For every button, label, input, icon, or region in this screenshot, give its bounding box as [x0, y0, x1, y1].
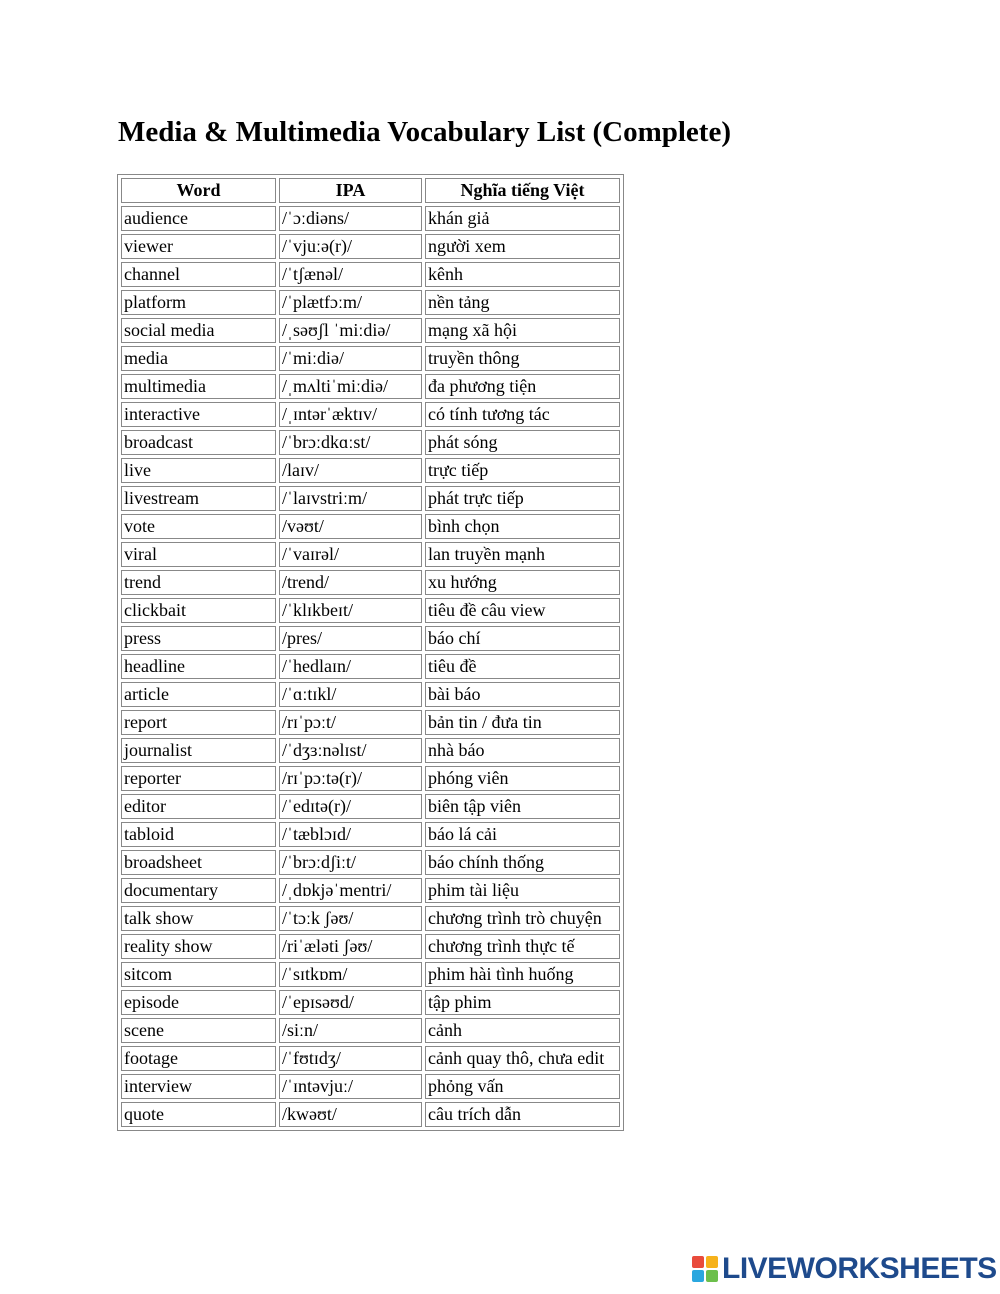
meaning-cell: cảnh quay thô, chưa edit [425, 1046, 620, 1071]
word-cell: viewer [121, 234, 276, 259]
meaning-cell: xu hướng [425, 570, 620, 595]
ipa-cell: /ˈfʊtɪdʒ/ [279, 1046, 422, 1071]
ipa-cell: /trend/ [279, 570, 422, 595]
word-cell: scene [121, 1018, 276, 1043]
ipa-cell: /ˈvjuːə(r)/ [279, 234, 422, 259]
table-row [121, 878, 620, 903]
ipa-cell: /ˈtɔːk ʃəʊ/ [279, 906, 422, 931]
ipa-cell: /ˌɪntərˈæktɪv/ [279, 402, 422, 427]
ipa-cell: /kwəʊt/ [279, 1102, 422, 1127]
meaning-cell: nền tảng [425, 290, 620, 315]
ipa-cell: /ˈmiːdiə/ [279, 346, 422, 371]
logo-tile-yellow [706, 1256, 718, 1268]
word-cell: vote [121, 514, 276, 539]
word-cell: footage [121, 1046, 276, 1071]
table-row [121, 1046, 620, 1071]
word-cell: article [121, 682, 276, 707]
meaning-cell: bài báo [425, 682, 620, 707]
ipa-cell: /laɪv/ [279, 458, 422, 483]
word-cell: platform [121, 290, 276, 315]
table-row [121, 962, 620, 987]
meaning-cell: người xem [425, 234, 620, 259]
word-cell: multimedia [121, 374, 276, 399]
word-cell: channel [121, 262, 276, 287]
table-row [121, 542, 620, 567]
table-row [121, 374, 620, 399]
ipa-cell: /ˈɑːtɪkl/ [279, 682, 422, 707]
table-row [121, 486, 620, 511]
word-cell: tabloid [121, 822, 276, 847]
header-meaning: Nghĩa tiếng Việt [425, 178, 620, 203]
table-row [121, 570, 620, 595]
ipa-cell: /ˈedɪtə(r)/ [279, 794, 422, 819]
ipa-cell: /ˈdʒɜːnəlɪst/ [279, 738, 422, 763]
word-cell: press [121, 626, 276, 651]
table-row [121, 794, 620, 819]
meaning-cell: bình chọn [425, 514, 620, 539]
table-row [121, 850, 620, 875]
meaning-cell: phóng viên [425, 766, 620, 791]
word-cell: reporter [121, 766, 276, 791]
word-cell: broadcast [121, 430, 276, 455]
meaning-cell: tiêu đề câu view [425, 598, 620, 623]
word-cell: livestream [121, 486, 276, 511]
word-cell: headline [121, 654, 276, 679]
meaning-cell: chương trình thực tế [425, 934, 620, 959]
table-row [121, 934, 620, 959]
ipa-cell: /ˌdɒkjəˈmentri/ [279, 878, 422, 903]
vocabulary-table [117, 174, 624, 1131]
table-row [121, 1102, 620, 1127]
liveworksheets-logo [692, 1252, 997, 1286]
table-row [121, 206, 620, 231]
ipa-cell: /vəʊt/ [279, 514, 422, 539]
table-row [121, 682, 620, 707]
table-body [121, 206, 620, 1127]
table-row [121, 262, 620, 287]
meaning-cell: trực tiếp [425, 458, 620, 483]
ipa-cell: /ˈtæblɔɪd/ [279, 822, 422, 847]
table-row [121, 1018, 620, 1043]
word-cell: social media [121, 318, 276, 343]
table-row [121, 290, 620, 315]
table-row [121, 458, 620, 483]
ipa-cell: /ˌsəʊʃl ˈmiːdiə/ [279, 318, 422, 343]
word-cell: sitcom [121, 962, 276, 987]
ipa-cell: /pres/ [279, 626, 422, 651]
table-row [121, 318, 620, 343]
meaning-cell: kênh [425, 262, 620, 287]
ipa-cell: /ˈsɪtkɒm/ [279, 962, 422, 987]
word-cell: reality show [121, 934, 276, 959]
meaning-cell: cảnh [425, 1018, 620, 1043]
meaning-cell: tập phim [425, 990, 620, 1015]
meaning-cell: mạng xã hội [425, 318, 620, 343]
table-row [121, 430, 620, 455]
meaning-cell: truyền thông [425, 346, 620, 371]
table-row [121, 514, 620, 539]
ipa-cell: /ˈbrɔːdkɑːst/ [279, 430, 422, 455]
meaning-cell: báo chí [425, 626, 620, 651]
meaning-cell: câu trích dẫn [425, 1102, 620, 1127]
meaning-cell: đa phương tiện [425, 374, 620, 399]
meaning-cell: khán giả [425, 206, 620, 231]
word-cell: trend [121, 570, 276, 595]
word-cell: broadsheet [121, 850, 276, 875]
ipa-cell: /ˈbrɔːdʃiːt/ [279, 850, 422, 875]
ipa-cell: /ˈklɪkbeɪt/ [279, 598, 422, 623]
word-cell: interactive [121, 402, 276, 427]
page-title: Media & Multimedia Vocabulary List (Complete) [118, 116, 731, 148]
ipa-cell: /ˈɔːdiəns/ [279, 206, 422, 231]
meaning-cell: phát sóng [425, 430, 620, 455]
word-cell: viral [121, 542, 276, 567]
ipa-cell: /ˈplætfɔːm/ [279, 290, 422, 315]
ipa-cell: /rɪˈpɔːt/ [279, 710, 422, 735]
liveworksheets-logo-icon [692, 1256, 718, 1282]
meaning-cell: chương trình trò chuyện [425, 906, 620, 931]
logo-tile-blue [692, 1270, 704, 1282]
ipa-cell: /ˈlaɪvstriːm/ [279, 486, 422, 511]
meaning-cell: tiêu đề [425, 654, 620, 679]
table-row [121, 654, 620, 679]
meaning-cell: phim tài liệu [425, 878, 620, 903]
ipa-cell: /ˈhedlaɪn/ [279, 654, 422, 679]
word-cell: interview [121, 1074, 276, 1099]
table-row [121, 738, 620, 763]
word-cell: live [121, 458, 276, 483]
header-ipa: IPA [279, 178, 422, 203]
word-cell: audience [121, 206, 276, 231]
table-row [121, 626, 620, 651]
table-row [121, 234, 620, 259]
logo-tile-red [692, 1256, 704, 1268]
word-cell: report [121, 710, 276, 735]
ipa-cell: /siːn/ [279, 1018, 422, 1043]
meaning-cell: báo chính thống [425, 850, 620, 875]
table-row [121, 346, 620, 371]
ipa-cell: /ˈepɪsəʊd/ [279, 990, 422, 1015]
table-row [121, 710, 620, 735]
table-row [121, 402, 620, 427]
logo-tile-green [706, 1270, 718, 1282]
table-row [121, 906, 620, 931]
word-cell: quote [121, 1102, 276, 1127]
meaning-cell: phát trực tiếp [425, 486, 620, 511]
ipa-cell: /ˌmʌltiˈmiːdiə/ [279, 374, 422, 399]
ipa-cell: /ˈvaɪrəl/ [279, 542, 422, 567]
meaning-cell: phim hài tình huống [425, 962, 620, 987]
ipa-cell: /rɪˈpɔːtə(r)/ [279, 766, 422, 791]
header-word: Word [121, 178, 276, 203]
word-cell: clickbait [121, 598, 276, 623]
table-row [121, 598, 620, 623]
word-cell: editor [121, 794, 276, 819]
meaning-cell: có tính tương tác [425, 402, 620, 427]
word-cell: talk show [121, 906, 276, 931]
word-cell: episode [121, 990, 276, 1015]
ipa-cell: /ˈtʃænəl/ [279, 262, 422, 287]
table-row [121, 1074, 620, 1099]
word-cell: media [121, 346, 276, 371]
table-row [121, 822, 620, 847]
meaning-cell: nhà báo [425, 738, 620, 763]
word-cell: journalist [121, 738, 276, 763]
table-header-row [121, 178, 620, 203]
ipa-cell: /ˈɪntəvjuː/ [279, 1074, 422, 1099]
meaning-cell: phỏng vấn [425, 1074, 620, 1099]
meaning-cell: bản tin / đưa tin [425, 710, 620, 735]
ipa-cell: /riˈæləti ʃəʊ/ [279, 934, 422, 959]
meaning-cell: báo lá cải [425, 822, 620, 847]
meaning-cell: biên tập viên [425, 794, 620, 819]
table-row [121, 766, 620, 791]
meaning-cell: lan truyền mạnh [425, 542, 620, 567]
word-cell: documentary [121, 878, 276, 903]
logo-text: LIVEWORKSHEETS [722, 1252, 997, 1285]
table-row [121, 990, 620, 1015]
